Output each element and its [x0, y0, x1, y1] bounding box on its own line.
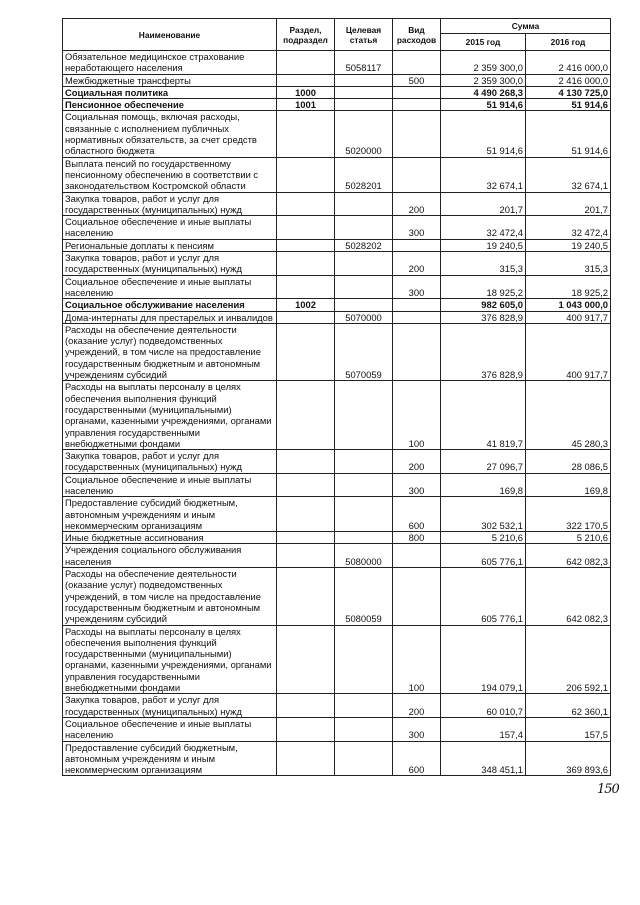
row-sum-2015: 27 096,7: [441, 450, 526, 474]
row-sum-2016: 2 416 000,0: [526, 51, 611, 75]
row-name: Закупка товаров, работ и услуг для государственных (муниципальных) нужд: [63, 694, 277, 718]
table-row: [63, 99, 611, 111]
row-target: [335, 450, 393, 474]
row-section: [277, 157, 335, 192]
row-sum-2015: 201,7: [441, 192, 526, 216]
table-row: [63, 381, 611, 450]
row-sum-2015: 376 828,9: [441, 311, 526, 323]
row-expense-type: 100: [393, 381, 441, 450]
row-target: 5028201: [335, 157, 393, 192]
row-target: [335, 299, 393, 311]
row-expense-type: [393, 299, 441, 311]
row-sum-2015: 18 925,2: [441, 275, 526, 299]
row-target: [335, 532, 393, 544]
header-year-2015: 2015 год: [441, 34, 526, 51]
row-sum-2016: 32 674,1: [526, 157, 611, 192]
row-name: Учреждения социального обслуживания населения: [63, 544, 277, 568]
row-section: [277, 275, 335, 299]
header-sum: Сумма: [441, 19, 611, 34]
row-target: [335, 381, 393, 450]
row-target: 5058117: [335, 51, 393, 75]
table-row: [63, 299, 611, 311]
row-sum-2016: 32 472,4: [526, 216, 611, 240]
row-section: [277, 239, 335, 251]
row-sum-2016: 19 240,5: [526, 239, 611, 251]
row-sum-2015: 315,3: [441, 252, 526, 276]
row-sum-2016: 642 082,3: [526, 568, 611, 625]
row-expense-type: 200: [393, 192, 441, 216]
table-row: [63, 51, 611, 75]
row-section: [277, 717, 335, 741]
row-sum-2015: 194 079,1: [441, 625, 526, 694]
row-target: 5028202: [335, 239, 393, 251]
row-section: [277, 323, 335, 380]
table-header: [63, 19, 611, 51]
row-sum-2015: 2 359 300,0: [441, 74, 526, 86]
row-expense-type: 800: [393, 532, 441, 544]
row-name: Межбюджетные трансферты: [63, 74, 277, 86]
table-row: [63, 450, 611, 474]
row-section: [277, 568, 335, 625]
row-section: [277, 216, 335, 240]
row-target: [335, 86, 393, 98]
row-sum-2015: 5 210,6: [441, 532, 526, 544]
row-sum-2016: 642 082,3: [526, 544, 611, 568]
row-sum-2016: 51 914,6: [526, 111, 611, 157]
table-row: [63, 473, 611, 497]
row-expense-type: 500: [393, 74, 441, 86]
table-row: [63, 497, 611, 532]
row-name: Закупка товаров, работ и услуг для государственных (муниципальных) нужд: [63, 252, 277, 276]
row-name: Закупка товаров, работ и услуг для государственных (муниципальных) нужд: [63, 192, 277, 216]
table-row: [63, 311, 611, 323]
row-section: 1001: [277, 99, 335, 111]
table-row: [63, 568, 611, 625]
row-section: [277, 450, 335, 474]
table-row: [63, 717, 611, 741]
row-sum-2015: 376 828,9: [441, 323, 526, 380]
table-row: [63, 323, 611, 380]
row-sum-2015: 605 776,1: [441, 568, 526, 625]
row-expense-type: [393, 311, 441, 323]
table-row: [63, 532, 611, 544]
row-target: [335, 192, 393, 216]
row-expense-type: [393, 99, 441, 111]
page-number: 150: [597, 782, 619, 797]
row-name: Предоставление субсидий бюджетным, автономным учреждениям и иным некоммерческим организациям: [63, 497, 277, 532]
row-sum-2016: 2 416 000,0: [526, 74, 611, 86]
row-expense-type: 300: [393, 473, 441, 497]
row-name: Расходы на выплаты персоналу в целях обеспечения выполнения функций государственными (муниципальными) органами, казенными учреждениями, органами управления государственными внебюджетными фондами: [63, 625, 277, 694]
row-section: [277, 694, 335, 718]
row-expense-type: [393, 323, 441, 380]
row-sum-2015: 348 451,1: [441, 741, 526, 776]
row-sum-2015: 605 776,1: [441, 544, 526, 568]
row-target: [335, 625, 393, 694]
table-row: [63, 275, 611, 299]
row-target: [335, 99, 393, 111]
row-section: [277, 741, 335, 776]
row-sum-2016: 169,8: [526, 473, 611, 497]
budget-sheet: [62, 18, 619, 797]
row-target: [335, 216, 393, 240]
row-name: Социальное обеспечение и иные выплаты населению: [63, 275, 277, 299]
row-sum-2016: 18 925,2: [526, 275, 611, 299]
header-type: Вид расходов: [393, 19, 441, 51]
row-name: Выплата пенсий по государственному пенсионному обеспечению в соответствии с законодательством Костромской области: [63, 157, 277, 192]
row-expense-type: [393, 157, 441, 192]
row-name: Социальное обеспечение и иные выплаты населению: [63, 216, 277, 240]
row-target: 5080059: [335, 568, 393, 625]
row-expense-type: [393, 568, 441, 625]
row-name: Социальное обеспечение и иные выплаты населению: [63, 717, 277, 741]
row-section: [277, 74, 335, 86]
row-target: 5020000: [335, 111, 393, 157]
row-sum-2015: 4 490 268,3: [441, 86, 526, 98]
row-name: Обязательное медицинское страхование неработающего населения: [63, 51, 277, 75]
row-target: [335, 497, 393, 532]
table-row: [63, 625, 611, 694]
row-sum-2016: 400 917,7: [526, 311, 611, 323]
row-target: [335, 741, 393, 776]
row-sum-2016: 315,3: [526, 252, 611, 276]
row-target: [335, 717, 393, 741]
row-target: 5070000: [335, 311, 393, 323]
row-expense-type: 300: [393, 275, 441, 299]
row-name: Расходы на обеспечение деятельности (оказание услуг) подведомственных учреждений, в том числе на предоставление государственным бюджетным и автономным учреждениям субсидий: [63, 568, 277, 625]
row-sum-2015: 157,4: [441, 717, 526, 741]
row-expense-type: [393, 86, 441, 98]
row-sum-2016: 45 280,3: [526, 381, 611, 450]
row-section: [277, 625, 335, 694]
table-row: [63, 157, 611, 192]
row-expense-type: 100: [393, 625, 441, 694]
row-section: [277, 381, 335, 450]
row-sum-2016: 5 210,6: [526, 532, 611, 544]
table-row: [63, 239, 611, 251]
row-sum-2016: 206 592,1: [526, 625, 611, 694]
row-sum-2015: 982 605,0: [441, 299, 526, 311]
budget-table: [62, 18, 611, 776]
row-sum-2015: 2 359 300,0: [441, 51, 526, 75]
row-expense-type: 300: [393, 216, 441, 240]
row-expense-type: [393, 544, 441, 568]
row-name: Расходы на выплаты персоналу в целях обеспечения выполнения функций государственными (муниципальными) органами, казенными учреждениями, органами управления государственными внебюджетными фондами: [63, 381, 277, 450]
table-row: [63, 216, 611, 240]
row-name: Региональные доплаты к пенсиям: [63, 239, 277, 251]
header-year-2016: 2016 год: [526, 34, 611, 51]
row-name: Социальное обеспечение и иные выплаты населению: [63, 473, 277, 497]
header-target: Целевая статья: [335, 19, 393, 51]
header-section: Раздел, подраздел: [277, 19, 335, 51]
row-name: Социальная политика: [63, 86, 277, 98]
row-name: Социальное обслуживание населения: [63, 299, 277, 311]
row-expense-type: 200: [393, 252, 441, 276]
row-sum-2016: 400 917,7: [526, 323, 611, 380]
row-name: Пенсионное обеспечение: [63, 99, 277, 111]
row-sum-2016: 1 043 000,0: [526, 299, 611, 311]
row-expense-type: 200: [393, 694, 441, 718]
row-expense-type: [393, 111, 441, 157]
table-row: [63, 741, 611, 776]
row-name: Социальная помощь, включая расходы, связанные с исполнением публичных нормативных обязательств, за счет средств областного бюджета: [63, 111, 277, 157]
row-section: [277, 51, 335, 75]
row-section: [277, 473, 335, 497]
row-sum-2015: 51 914,6: [441, 99, 526, 111]
row-sum-2016: 51 914,6: [526, 99, 611, 111]
row-sum-2016: 201,7: [526, 192, 611, 216]
table-body: [63, 51, 611, 776]
row-sum-2016: 4 130 725,0: [526, 86, 611, 98]
row-name: Дома-интернаты для престарелых и инвалидов: [63, 311, 277, 323]
row-sum-2015: 169,8: [441, 473, 526, 497]
header-name: Наименование: [63, 19, 277, 51]
row-section: [277, 532, 335, 544]
row-name: Предоставление субсидий бюджетным, автономным учреждениям и иным некоммерческим организациям: [63, 741, 277, 776]
row-target: [335, 694, 393, 718]
row-expense-type: 600: [393, 497, 441, 532]
row-section: [277, 192, 335, 216]
row-section: 1000: [277, 86, 335, 98]
row-sum-2015: 41 819,7: [441, 381, 526, 450]
row-section: [277, 252, 335, 276]
table-row: [63, 544, 611, 568]
row-name: Закупка товаров, работ и услуг для государственных (муниципальных) нужд: [63, 450, 277, 474]
table-row: [63, 694, 611, 718]
row-target: 5070059: [335, 323, 393, 380]
row-target: [335, 74, 393, 86]
row-sum-2016: 369 893,6: [526, 741, 611, 776]
row-sum-2016: 157,5: [526, 717, 611, 741]
row-expense-type: 300: [393, 717, 441, 741]
row-sum-2015: 32 472,4: [441, 216, 526, 240]
table-row: [63, 86, 611, 98]
row-target: 5080000: [335, 544, 393, 568]
row-target: [335, 252, 393, 276]
row-section: [277, 311, 335, 323]
table-row: [63, 252, 611, 276]
row-expense-type: [393, 239, 441, 251]
table-row: [63, 111, 611, 157]
row-section: 1002: [277, 299, 335, 311]
row-sum-2016: 28 086,5: [526, 450, 611, 474]
row-target: [335, 473, 393, 497]
row-sum-2015: 32 674,1: [441, 157, 526, 192]
row-section: [277, 497, 335, 532]
row-sum-2015: 51 914,6: [441, 111, 526, 157]
table-row: [63, 74, 611, 86]
row-section: [277, 544, 335, 568]
row-sum-2015: 60 010,7: [441, 694, 526, 718]
row-target: [335, 275, 393, 299]
row-name: Расходы на обеспечение деятельности (оказание услуг) подведомственных учреждений, в том числе на предоставление государственным бюджетным и автономным учреждениям субсидий: [63, 323, 277, 380]
row-sum-2015: 302 532,1: [441, 497, 526, 532]
row-expense-type: 600: [393, 741, 441, 776]
row-sum-2016: 322 170,5: [526, 497, 611, 532]
row-sum-2015: 19 240,5: [441, 239, 526, 251]
row-section: [277, 111, 335, 157]
row-expense-type: [393, 51, 441, 75]
row-sum-2016: 62 360,1: [526, 694, 611, 718]
table-row: [63, 192, 611, 216]
row-name: Иные бюджетные ассигнования: [63, 532, 277, 544]
row-expense-type: 200: [393, 450, 441, 474]
